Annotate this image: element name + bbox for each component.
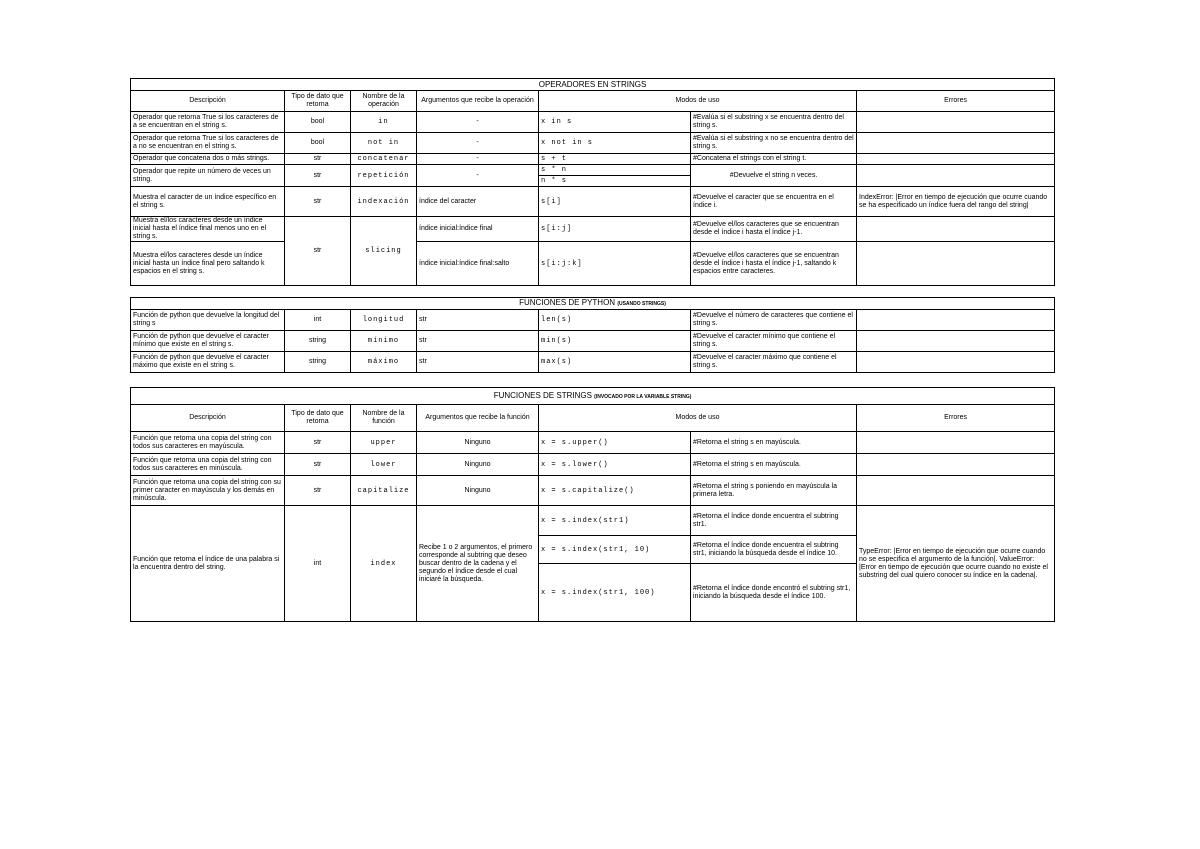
tipo-cell: string xyxy=(285,331,351,352)
args-cell: índice inicial:índice final xyxy=(417,217,539,242)
args-cell: - xyxy=(417,165,539,187)
tipo-cell: int xyxy=(285,310,351,331)
uso-desc-cell: #Retorna el índice donde encuentra el subtring str1, iniciando la búsqueda desde el índice 10. xyxy=(691,536,857,564)
args-cell: índice del caracter xyxy=(417,187,539,217)
uso-desc-cell: #Devuelve el caracter que se encuentra en el índice i. xyxy=(691,187,857,217)
table-title: FUNCIONES DE PYTHON (USANDO STRINGS) xyxy=(131,298,1055,310)
error-cell xyxy=(857,154,1055,165)
header-modos: Modos de uso xyxy=(539,91,857,112)
desc-cell: Función que retorna una copia del string con todos sus caracteres en mayúscula. xyxy=(131,432,285,454)
error-cell xyxy=(857,112,1055,133)
header-nombre: Nombre de la función xyxy=(351,405,417,432)
args-cell: - xyxy=(417,133,539,154)
desc-cell: Función que retorna una copia del string con todos sus caracteres en minúscula. xyxy=(131,454,285,476)
header-nombre: Nombre de la operación xyxy=(351,91,417,112)
table-row xyxy=(131,454,1055,476)
uso-cell: x = s.index(str1, 10) xyxy=(539,536,691,564)
desc-cell: Muestra el/los caracteres desde un índice inicial hasta el índice final menos uno en el string s. xyxy=(131,217,285,242)
uso-desc-cell: #Retorna el índice donde encontró el subtring str1, iniciando la búsqueda desde el índice 100. xyxy=(691,564,857,622)
uso-desc-cell: #Devuelve el caracter mínimo que contiene el string s. xyxy=(691,331,857,352)
uso-desc-cell: #Concatena el strings con el string t. xyxy=(691,154,857,165)
uso-cell: x not in s xyxy=(539,133,691,154)
error-cell xyxy=(857,310,1055,331)
table-row xyxy=(131,112,1055,133)
uso-cell: s[i] xyxy=(539,187,691,217)
nombre-cell: slicing xyxy=(351,217,417,286)
funciones-python-table xyxy=(130,297,1055,373)
desc-cell: Función que retorna el índice de una palabra si la encuentra dentro del string. xyxy=(131,506,285,622)
desc-cell: Función de python que devuelve el caracter máximo que existe en el string s. xyxy=(131,352,285,373)
uso-desc-cell: #Devuelve el número de caracteres que contiene el string s. xyxy=(691,310,857,331)
nombre-cell: not in xyxy=(351,133,417,154)
desc-cell: Función de python que devuelve la longitud del string s xyxy=(131,310,285,331)
args-cell: Ninguno xyxy=(417,454,539,476)
args-cell: - xyxy=(417,112,539,133)
desc-cell: Operador que repite un número de veces un string. xyxy=(131,165,285,187)
nombre-cell: longitud xyxy=(351,310,417,331)
uso-cell: x = s.upper() xyxy=(539,432,691,454)
header-argumentos: Argumentos que recibe la operación xyxy=(417,91,539,112)
error-cell xyxy=(857,165,1055,187)
tipo-cell: str xyxy=(285,187,351,217)
operadores-table xyxy=(130,78,1055,286)
header-descripcion: Descripción xyxy=(131,91,285,112)
error-cell xyxy=(857,242,1055,286)
uso-desc-cell: #Devuelve el/los caracteres que se encuentran desde el índice i hasta el índice j-1. xyxy=(691,217,857,242)
uso-cell: min(s) xyxy=(539,331,691,352)
table-title: OPERADORES EN STRINGS xyxy=(131,79,1055,91)
header-tipo: Tipo de dato que retorna xyxy=(285,405,351,432)
uso-cell: s * n xyxy=(539,165,691,176)
header-errores: Errores xyxy=(857,405,1055,432)
desc-cell: Función que retorna una copia del string con su primer caracter en mayúscula y los demás en minúscula. xyxy=(131,476,285,506)
error-cell xyxy=(857,476,1055,506)
table-row xyxy=(131,506,1055,536)
uso-desc-cell: #Devuelve el caracter máximo que contiene el string s. xyxy=(691,352,857,373)
uso-cell: x = s.index(str1) xyxy=(539,506,691,536)
tipo-cell: int xyxy=(285,506,351,622)
uso-desc-cell: #Evalúa si el substring x se encuentra dentro del string s. xyxy=(691,112,857,133)
table-row xyxy=(131,352,1055,373)
uso-cell: x = s.capitalize() xyxy=(539,476,691,506)
nombre-cell: in xyxy=(351,112,417,133)
error-cell xyxy=(857,331,1055,352)
table-row xyxy=(131,242,1055,286)
desc-cell: Operador que retorna True si los caracteres de a no se encuentran en el string s. xyxy=(131,133,285,154)
args-cell: str xyxy=(417,352,539,373)
funciones-strings-table xyxy=(130,387,1055,622)
uso-desc-cell: #Retorna el string s poniendo en mayúscula la primera letra. xyxy=(691,476,857,506)
args-cell: str xyxy=(417,310,539,331)
desc-cell: Muestra el caracter de un índice específico en el string s. xyxy=(131,187,285,217)
error-cell xyxy=(857,217,1055,242)
table-title: FUNCIONES DE STRINGS (INVOCADO POR LA VARIABLE STRING) xyxy=(131,388,1055,405)
nombre-cell: máximo xyxy=(351,352,417,373)
error-cell xyxy=(857,454,1055,476)
error-cell xyxy=(857,133,1055,154)
error-cell xyxy=(857,432,1055,454)
tipo-cell: str xyxy=(285,154,351,165)
uso-cell: max(s) xyxy=(539,352,691,373)
uso-desc-cell: #Devuelve el string n veces. xyxy=(691,165,857,187)
error-cell: TypeError: |Error en tiempo de ejecución que ocurre cuando no se especifica el argumento de la función|. ValueError: |Error en tiempo de ejecución que ocurre cuando no existe el substring del cual quiero conocer su índice en la cadena|. xyxy=(857,506,1055,622)
table-row xyxy=(131,165,1055,176)
table-row xyxy=(131,432,1055,454)
nombre-cell: mínimo xyxy=(351,331,417,352)
tipo-cell: str xyxy=(285,432,351,454)
nombre-cell: indexación xyxy=(351,187,417,217)
header-errores: Errores xyxy=(857,91,1055,112)
table-row xyxy=(131,217,1055,242)
tipo-cell: str xyxy=(285,165,351,187)
table-row xyxy=(131,310,1055,331)
uso-cell: len(s) xyxy=(539,310,691,331)
table-row xyxy=(131,476,1055,506)
uso-desc-cell: #Evalúa si el substring x no se encuentra dentro del string s. xyxy=(691,133,857,154)
error-cell: IndexError: |Error en tiempo de ejecución que ocurre cuando se ha especificado un índice fuera del rango del string| xyxy=(857,187,1055,217)
uso-desc-cell: #Retorna el string s en mayúscula. xyxy=(691,454,857,476)
header-tipo: Tipo de dato que retorna xyxy=(285,91,351,112)
uso-cell: x = s.index(str1, 100) xyxy=(539,564,691,622)
header-descripcion: Descripción xyxy=(131,405,285,432)
table-row xyxy=(131,133,1055,154)
table-row xyxy=(131,154,1055,165)
args-cell: índice inicial:índice final:salto xyxy=(417,242,539,286)
uso-desc-cell: #Retorna el string s en mayúscula. xyxy=(691,432,857,454)
uso-cell: s + t xyxy=(539,154,691,165)
tipo-cell: bool xyxy=(285,133,351,154)
tipo-cell: bool xyxy=(285,112,351,133)
args-cell: Recibe 1 o 2 argumentos, el primero corresponde al subtring que deseo buscar dentro de la cadena y el segundo el índice desde el cual iniciaré la búsqueda. xyxy=(417,506,539,622)
error-cell xyxy=(857,352,1055,373)
tipo-cell: str xyxy=(285,454,351,476)
uso-cell: x = s.lower() xyxy=(539,454,691,476)
nombre-cell: upper xyxy=(351,432,417,454)
uso-desc-cell: #Devuelve el/los caracteres que se encuentran desde el índice i hasta el índice j-1, saltando k espacios entre caracteres. xyxy=(691,242,857,286)
desc-cell: Operador que retorna True si los caracteres de a se encuentran en el string s. xyxy=(131,112,285,133)
header-modos: Modos de uso xyxy=(539,405,857,432)
desc-cell: Función de python que devuelve el caracter mínimo que existe en el string s. xyxy=(131,331,285,352)
uso-cell: x in s xyxy=(539,112,691,133)
table-row xyxy=(131,187,1055,217)
uso-cell: n * s xyxy=(539,176,691,187)
desc-cell: Operador que concatena dos o más strings. xyxy=(131,154,285,165)
nombre-cell: lower xyxy=(351,454,417,476)
uso-cell: s[i:j:k] xyxy=(539,242,691,286)
uso-desc-cell: #Retorna el índice donde encuentra el subtring str1. xyxy=(691,506,857,536)
args-cell: Ninguno xyxy=(417,432,539,454)
args-cell: Ninguno xyxy=(417,476,539,506)
tipo-cell: str xyxy=(285,217,351,286)
header-argumentos: Argumentos que recibe la función xyxy=(417,405,539,432)
args-cell: str xyxy=(417,331,539,352)
nombre-cell: concatenar xyxy=(351,154,417,165)
uso-cell: s[i:j] xyxy=(539,217,691,242)
args-cell: - xyxy=(417,154,539,165)
nombre-cell: index xyxy=(351,506,417,622)
table-row xyxy=(131,331,1055,352)
tipo-cell: str xyxy=(285,476,351,506)
nombre-cell: repetición xyxy=(351,165,417,187)
desc-cell: Muestra el/los caracteres desde un índice inicial hasta un índice final pero saltando k espacios en el string s. xyxy=(131,242,285,286)
nombre-cell: capitalize xyxy=(351,476,417,506)
tipo-cell: string xyxy=(285,352,351,373)
